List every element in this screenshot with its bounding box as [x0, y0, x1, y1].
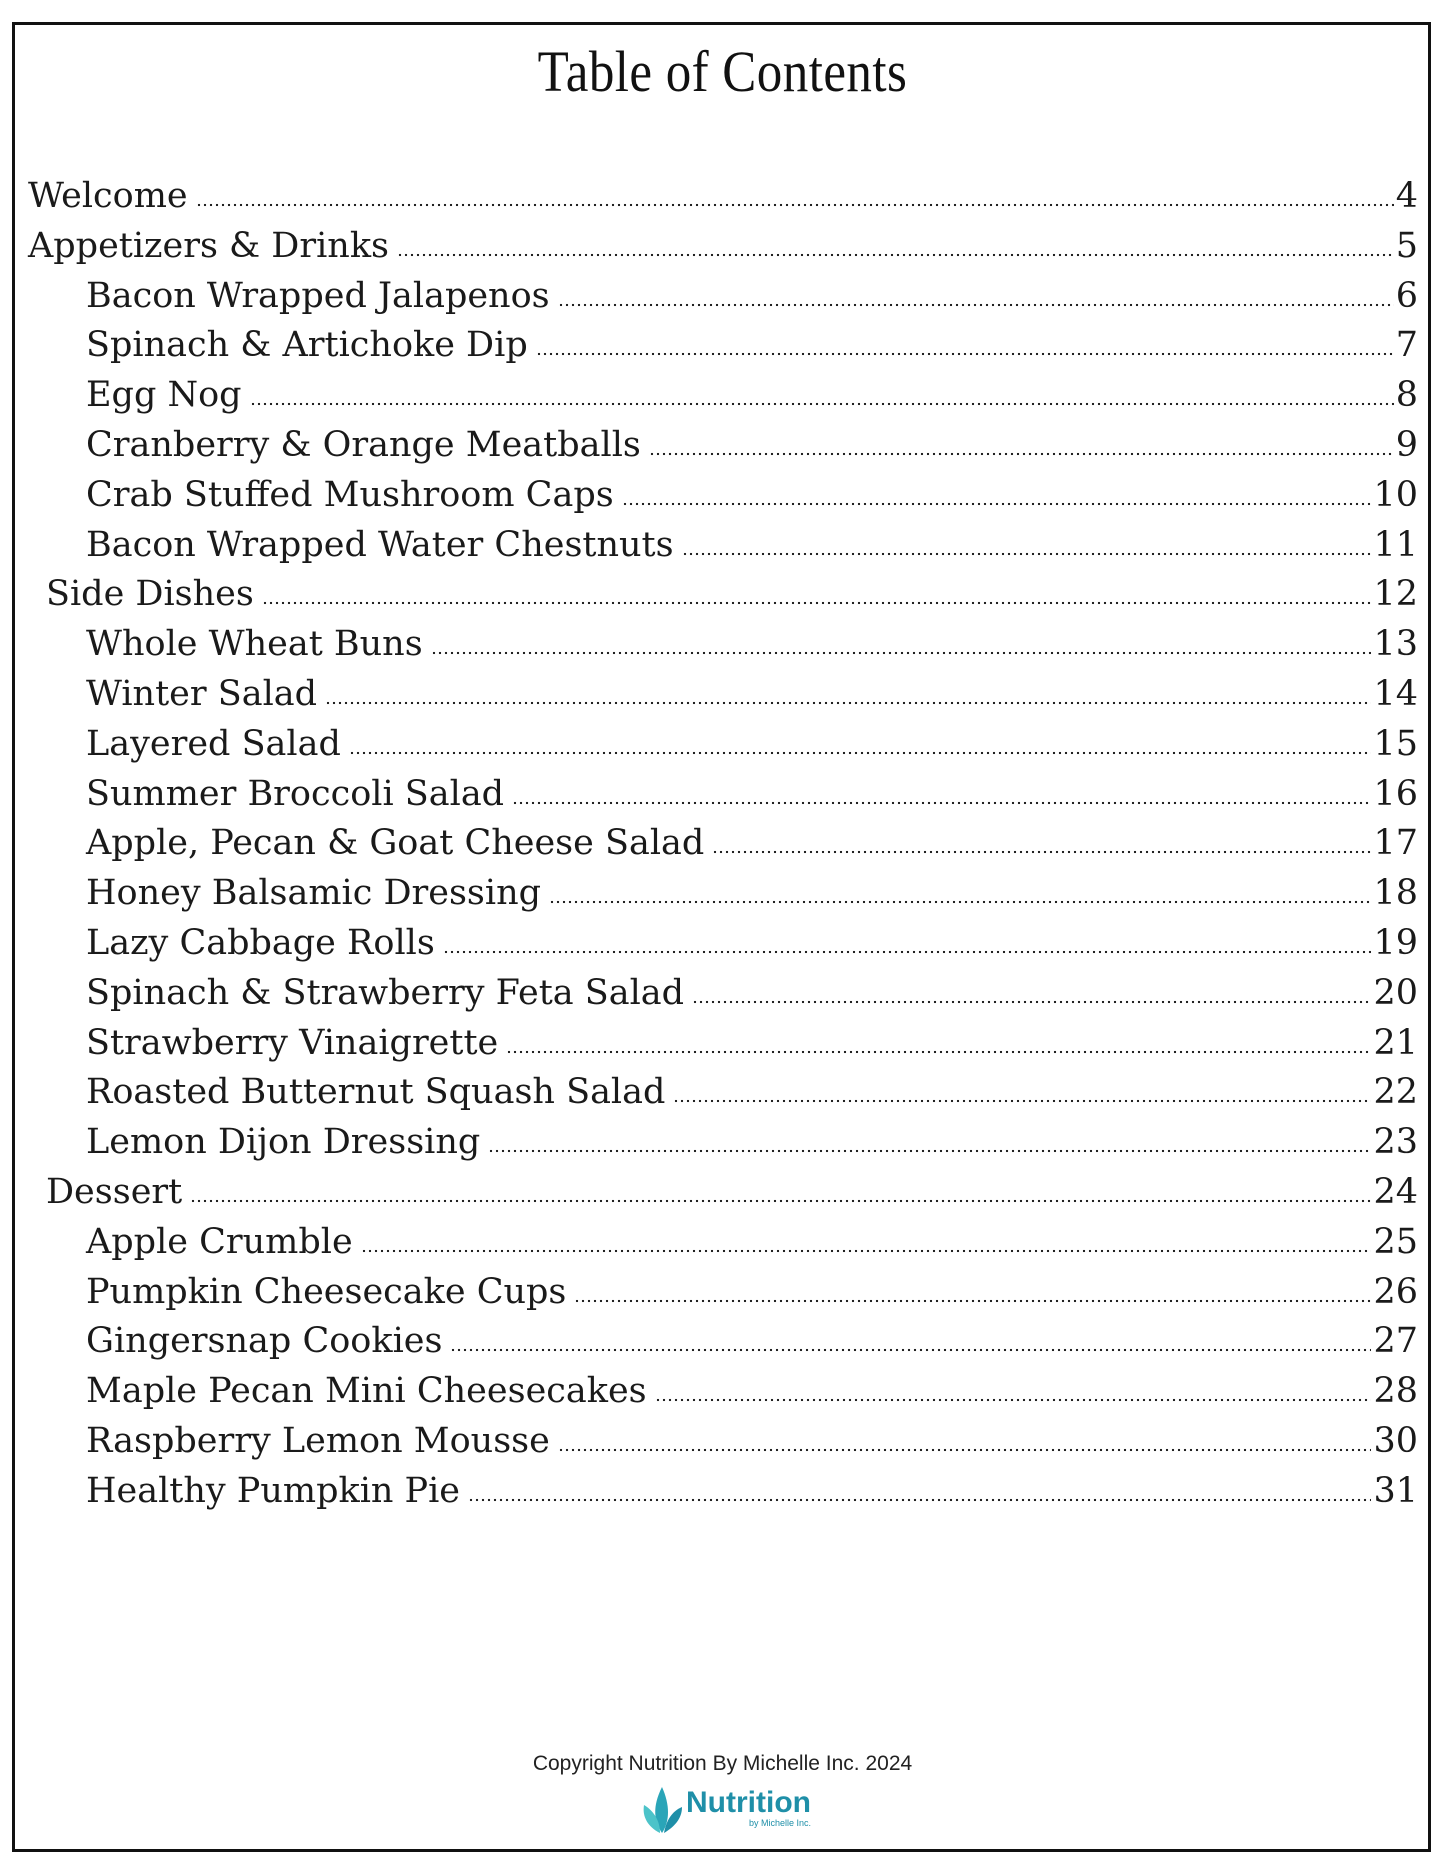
dot-leader — [649, 452, 1394, 456]
dot-leader — [622, 502, 1372, 506]
toc-entry-title: Roasted Butternut Squash Salad — [86, 1072, 666, 1113]
toc-entry[interactable] — [28, 226, 1418, 276]
dot-leader — [549, 900, 1371, 904]
toc-entry-page-number: 14 — [1373, 674, 1418, 714]
toc-entry[interactable] — [86, 674, 1418, 724]
toc-entry-page-number: 9 — [1395, 425, 1418, 465]
toc-entry-title: Honey Balsamic Dressing — [86, 873, 542, 914]
dot-leader — [673, 1099, 1371, 1103]
toc-entry[interactable] — [86, 774, 1418, 824]
toc-entry-title: Summer Broccoli Salad — [86, 773, 505, 814]
toc-entry-page-number: 28 — [1373, 1371, 1418, 1412]
dot-leader — [262, 601, 1372, 605]
toc-entry-title: Spinach & Strawberry Feta Salad — [86, 972, 685, 1013]
toc-entry-title: Bacon Wrapped Jalapenos — [86, 275, 550, 316]
toc-entry[interactable] — [86, 325, 1418, 375]
toc-entry[interactable] — [86, 1321, 1418, 1371]
toc-entry-title: Lemon Dijon Dressing — [86, 1122, 481, 1163]
toc-entry[interactable] — [86, 1122, 1418, 1172]
toc-entry-page-number: 7 — [1395, 325, 1418, 366]
dot-leader — [468, 1498, 1371, 1502]
dot-leader — [692, 1000, 1371, 1004]
toc-entry-page-number: 10 — [1373, 474, 1418, 515]
toc-entry-title: Appetizers & Drinks — [28, 225, 390, 266]
toc-entry[interactable] — [86, 1421, 1418, 1471]
toc-entry[interactable] — [86, 624, 1418, 674]
dot-leader — [349, 751, 1372, 755]
nutrition-logo — [640, 1780, 815, 1836]
toc-entry-page-number: 30 — [1373, 1421, 1418, 1461]
toc-entry-title: Welcome — [28, 176, 188, 216]
toc-entry-title: Whole Wheat Buns — [86, 624, 423, 665]
toc-entry[interactable] — [86, 973, 1418, 1023]
toc-entry[interactable] — [86, 425, 1418, 475]
dot-leader — [443, 950, 1372, 954]
toc-entry[interactable] — [86, 1072, 1418, 1122]
toc-entry[interactable] — [86, 276, 1418, 326]
toc-entry-title: Strawberry Vinaigrette — [86, 1022, 499, 1063]
toc-entry-page-number: 12 — [1373, 574, 1418, 615]
leaf-logo-icon — [640, 1781, 684, 1835]
toc-entry-page-number: 22 — [1373, 1072, 1418, 1113]
toc-entry-title: Egg Nog — [86, 375, 242, 416]
dot-leader — [712, 850, 1371, 854]
toc-entry-title: Raspberry Lemon Mousse — [86, 1421, 550, 1461]
dot-leader — [450, 1348, 1371, 1352]
toc-entry[interactable] — [86, 475, 1418, 525]
page-title: Table of Contents — [537, 39, 908, 104]
toc-entry[interactable] — [86, 823, 1418, 873]
toc-entry-page-number: 31 — [1373, 1470, 1418, 1511]
toc-entry-title: Pumpkin Cheesecake Cups — [86, 1271, 567, 1312]
logo-tagline: by Michelle Inc. — [748, 1817, 811, 1828]
toc-entry-title: Gingersnap Cookies — [86, 1321, 443, 1362]
dot-leader — [558, 303, 1394, 307]
toc-entry-title: Crab Stuffed Mushroom Caps — [86, 474, 614, 515]
toc-entry[interactable] — [86, 525, 1418, 575]
dot-leader — [361, 1249, 1372, 1253]
toc-entry-page-number: 16 — [1373, 773, 1418, 814]
toc-entry[interactable] — [86, 1371, 1418, 1421]
toc-entry-page-number: 11 — [1373, 524, 1418, 565]
toc-entry-page-number: 15 — [1373, 723, 1418, 764]
logo-word: Nutrition — [686, 1785, 811, 1819]
dot-leader — [574, 1299, 1371, 1303]
toc-entry-page-number: 26 — [1373, 1271, 1418, 1312]
toc-entry-title: Apple, Pecan & Goat Cheese Salad — [86, 823, 705, 864]
dot-leader — [325, 701, 1371, 705]
toc-entry-page-number: 17 — [1373, 823, 1418, 864]
toc-entry-title: Spinach & Artichoke Dip — [86, 325, 528, 366]
toc-entry[interactable] — [86, 1023, 1418, 1073]
toc-entry-page-number: 19 — [1373, 923, 1418, 963]
dot-leader — [431, 651, 1372, 655]
toc-entry-page-number: 20 — [1373, 972, 1418, 1013]
toc-entry-title: Apple Crumble — [86, 1221, 353, 1262]
toc-entry-page-number: 18 — [1373, 873, 1418, 914]
dot-leader — [488, 1149, 1371, 1153]
toc-entry-title: Winter Salad — [86, 674, 318, 714]
dot-leader — [558, 1448, 1372, 1452]
toc-entry-title: Side Dishes — [46, 574, 254, 615]
toc-entry-page-number: 13 — [1373, 624, 1418, 665]
toc-entry-title: Layered Salad — [86, 723, 341, 764]
toc-entry-title: Maple Pecan Mini Cheesecakes — [86, 1371, 647, 1412]
dot-leader — [397, 253, 1394, 257]
dot-leader — [655, 1398, 1372, 1402]
toc-entry[interactable] — [86, 375, 1418, 425]
toc-entry-title: Cranberry & Orange Meatballs — [86, 425, 641, 465]
dot-leader — [506, 1050, 1371, 1054]
toc-entry[interactable] — [86, 873, 1418, 923]
dot-leader — [512, 801, 1371, 805]
toc-entry[interactable] — [86, 1471, 1418, 1521]
toc-entry[interactable] — [86, 724, 1418, 774]
toc-entry-page-number: 25 — [1373, 1221, 1418, 1262]
toc-entry[interactable] — [46, 1172, 1418, 1222]
toc-entry-page-number: 24 — [1373, 1172, 1418, 1212]
toc-entry-page-number: 6 — [1395, 275, 1418, 316]
dot-leader — [250, 402, 1394, 406]
toc-entry-page-number: 23 — [1373, 1122, 1418, 1163]
toc-entry-page-number: 5 — [1395, 225, 1418, 266]
dot-leader — [536, 352, 1394, 356]
toc-entry-title: Healthy Pumpkin Pie — [86, 1470, 461, 1511]
toc-entry-page-number: 8 — [1395, 375, 1418, 416]
toc-entry-page-number: 27 — [1373, 1321, 1418, 1362]
toc-entry[interactable] — [46, 574, 1418, 624]
toc-entry[interactable] — [86, 1222, 1418, 1272]
toc-entry-title: Lazy Cabbage Rolls — [86, 923, 435, 963]
toc-entry-title: Bacon Wrapped Water Chestnuts — [86, 524, 674, 565]
dot-leader — [682, 552, 1372, 556]
toc-entry[interactable] — [86, 1272, 1418, 1322]
toc-entry[interactable] — [86, 923, 1418, 973]
dot-leader — [196, 203, 1394, 207]
toc-entry-title: Dessert — [46, 1172, 183, 1212]
toc-entry-page-number: 4 — [1395, 176, 1418, 216]
copyright-text: Copyright Nutrition By Michelle Inc. 2024 — [532, 1752, 913, 1775]
toc-entry[interactable] — [28, 176, 1418, 226]
toc-entry-page-number: 21 — [1373, 1022, 1418, 1063]
dot-leader — [190, 1199, 1371, 1203]
